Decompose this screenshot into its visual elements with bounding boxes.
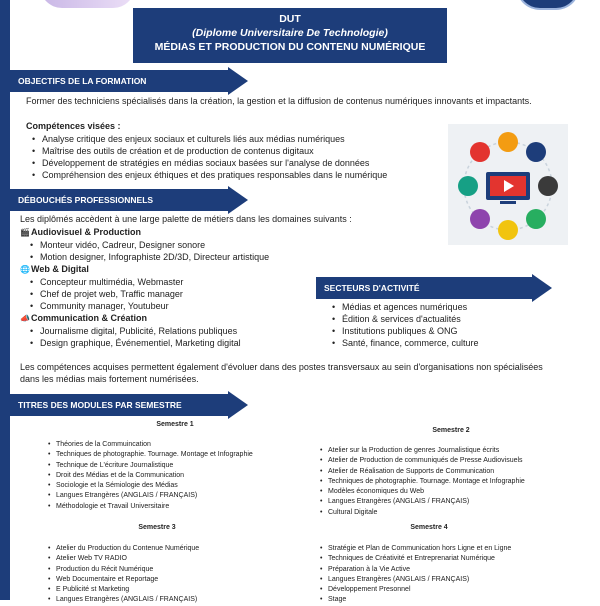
semestre-3-list bbox=[48, 544, 313, 606]
debouches-categories bbox=[20, 226, 320, 349]
title-line-2: (Diplome Universitaire De Technologie) bbox=[192, 27, 388, 39]
secteurs-heading: SECTEURS D'ACTIVITÉ bbox=[324, 283, 420, 293]
list-item: • Chef de projet web, Traffic manager bbox=[26, 288, 320, 300]
list-item: • Design graphique, Événementiel, Marketing digital bbox=[26, 337, 320, 349]
category-web bbox=[20, 263, 320, 276]
list-item: • Cultural Digitale bbox=[320, 508, 590, 518]
list-item: • Langues Etrangères (ANGLAIS / FRANÇAIS) bbox=[320, 575, 590, 585]
list-item: • Atelier sur la Production de genres Journalistique écrits bbox=[320, 446, 590, 456]
category-audiovisuel-list bbox=[26, 239, 320, 263]
list-item: • Institutions publiques & ONG bbox=[328, 325, 578, 337]
semestre-1-list bbox=[48, 440, 313, 512]
list-item: • Atelier Web TV RADIO bbox=[48, 554, 313, 564]
objectifs-heading: OBJECTIFS DE LA FORMATION bbox=[18, 76, 147, 86]
list-item: • Langues Etrangères (ANGLAIS / FRANÇAIS) bbox=[320, 497, 590, 507]
list-item: • Sociologie et la Sémiologie des Médias bbox=[48, 481, 313, 491]
category-title: Audiovisuel & Production bbox=[31, 227, 142, 237]
list-item: • Technique de L'écriture Journalistique bbox=[48, 461, 313, 471]
category-title: Web & Digital bbox=[31, 264, 89, 274]
list-item: • Journalisme digital, Publicité, Relations publiques bbox=[26, 325, 320, 337]
list-item: • Monteur vidéo, Cadreur, Designer sonore bbox=[26, 239, 320, 251]
category-communication bbox=[20, 312, 320, 325]
list-item: • Techniques de photographie. Tournage. Montage et Infographie bbox=[48, 450, 313, 460]
list-item: • Développement de stratégies en médias sociaux basées sur l'analyse de données bbox=[28, 157, 448, 169]
modules-heading: TITRES DES MODULES PAR SEMESTRE bbox=[18, 400, 182, 410]
list-item: • Méthodologie et Travail Universitaire bbox=[48, 502, 313, 512]
semestre-4-list bbox=[320, 544, 590, 606]
category-audiovisuel bbox=[20, 226, 320, 239]
clapperboard-icon: 🎬 bbox=[20, 228, 30, 237]
category-web-list bbox=[26, 276, 320, 312]
list-item: • Web Documentaire et Reportage bbox=[48, 575, 313, 585]
list-item: • Atelier de Production de communiqués de Presse Audiovisuels bbox=[320, 456, 590, 466]
section-banner-secteurs bbox=[316, 277, 532, 299]
list-item: • Modèles économiques du Web bbox=[320, 487, 590, 497]
list-item: • Théories de la Commuincation bbox=[48, 440, 313, 450]
semestre-3-title: Semestre 3 bbox=[138, 524, 176, 531]
list-item: • E Publicité st Marketing bbox=[48, 585, 313, 595]
list-item: • Concepteur multimédia, Webmaster bbox=[26, 276, 320, 288]
list-item: • Langues Etrangères (ANGLAIS / FRANÇAIS) bbox=[48, 595, 313, 605]
list-item: • Édition & services d'actualités bbox=[328, 313, 578, 325]
category-title: Communication & Création bbox=[31, 313, 148, 323]
semestre-2-title: Semestre 2 bbox=[432, 427, 470, 434]
debouches-conclusion: Les compétences acquises permettent également d'évoluer dans des postes transversaux au sein d'organisations non spécialisées dans les médias mais fortement numérisées. bbox=[20, 362, 543, 384]
section-banner-debouches bbox=[10, 189, 228, 211]
competences-title: Compétences visées : bbox=[26, 121, 121, 131]
globe-icon: 🌐 bbox=[20, 265, 30, 274]
institution-logo-right bbox=[516, 0, 580, 10]
title-block bbox=[133, 8, 447, 63]
list-item: • Santé, finance, commerce, culture bbox=[328, 337, 578, 349]
list-item: • Stage bbox=[320, 595, 590, 605]
section-banner-modules bbox=[10, 394, 228, 416]
list-item: • Community manager, Youtubeur bbox=[26, 300, 320, 312]
secteurs-list bbox=[328, 301, 578, 349]
debouches-intro: Les diplômés accèdent à une large palette de métiers dans les domaines suivants : bbox=[20, 214, 352, 224]
list-item: • Droit des Médias et de la Communication bbox=[48, 471, 313, 481]
title-line-3: MÉDIAS ET PRODUCTION DU CONTENU NUMÉRIQUE bbox=[154, 41, 426, 53]
list-item: • Maîtrise des outils de création et de production de contenus digitaux bbox=[28, 145, 448, 157]
list-item: • Motion designer, Infographiste 2D/3D, Directeur artistique bbox=[26, 251, 320, 263]
list-item: • Techniques de Créativité et Entreprenariat Numérique bbox=[320, 554, 590, 564]
list-item: • Médias et agences numériques bbox=[328, 301, 578, 313]
list-item: • Atelier de Réalisation de Supports de Communication bbox=[320, 467, 590, 477]
objectifs-intro: Former des techniciens spécialisés dans la création, la gestion et la diffusion de contenus numériques innovants et impactants. bbox=[26, 96, 532, 106]
semestre-1-title: Semestre 1 bbox=[156, 421, 194, 428]
title-line-1: DUT bbox=[279, 13, 301, 25]
semestre-2-list bbox=[320, 446, 590, 518]
list-item: • Analyse critique des enjeux sociaux et culturels liés aux médias numériques bbox=[28, 133, 448, 145]
debouches-heading: DÉBOUCHÉS PROFESSIONNELS bbox=[18, 195, 154, 205]
megaphone-icon: 📣 bbox=[20, 314, 30, 323]
institution-logo-left bbox=[40, 0, 135, 8]
list-item: • Langues Etrangères (ANGLAIS / FRANÇAIS) bbox=[48, 491, 313, 501]
category-communication-list bbox=[26, 325, 320, 349]
list-item: • Préparation à la Vie Active bbox=[320, 565, 590, 575]
section-banner-objectifs bbox=[10, 70, 228, 92]
list-item: • Développement Presonnel bbox=[320, 585, 590, 595]
list-item: • Compréhension des enjeux éthiques et des pratiques responsables dans le numérique bbox=[28, 169, 448, 181]
competences-list bbox=[28, 133, 448, 181]
left-accent-bar bbox=[0, 0, 10, 600]
list-item: • Atelier du Production du Contenue Numérique bbox=[48, 544, 313, 554]
list-item: • Production du Récit Numérique bbox=[48, 565, 313, 575]
semestre-4-title: Semestre 4 bbox=[410, 524, 448, 531]
digital-media-illustration bbox=[448, 124, 568, 245]
list-item: • Techniques de photographie. Tournage. Montage et Infographie bbox=[320, 477, 590, 487]
list-item: • Stratégie et Plan de Communication hors Ligne et en Ligne bbox=[320, 544, 590, 554]
